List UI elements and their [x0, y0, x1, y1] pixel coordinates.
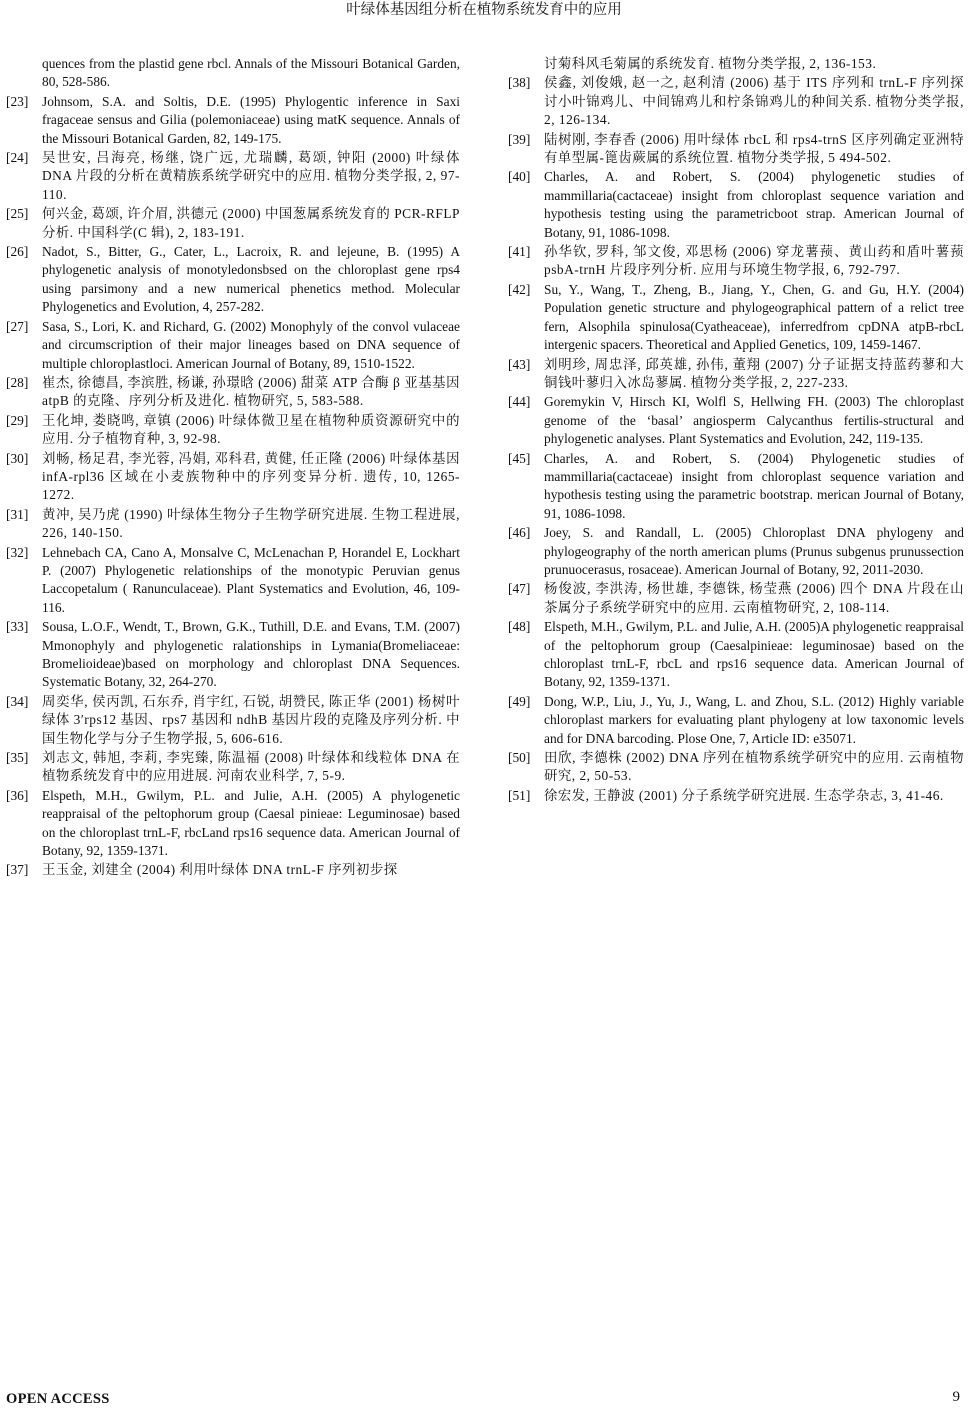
- reference-text: 周奕华, 侯丙凯, 石东乔, 肖宇红, 石锐, 胡赞民, 陈正华 (2001) 杨树叶绿体 3′rps12 基因、rps7 基因和 ndhB 基因片段的克隆及序列分析. 中国生物化学与分子生物学报, 5, 606-616.: [42, 693, 460, 746]
- reference-text: 吴世安, 吕海亮, 杨继, 饶广远, 尤瑞麟, 葛颂, 钟阳 (2000) 叶绿体 DNA 片段的分析在黄精族系统学研究中的应用. 植物分类学报, 2, 97-110.: [42, 150, 460, 202]
- reference-entry: [508, 356, 964, 393]
- reference-entry: [6, 374, 460, 411]
- reference-number: [39]: [508, 131, 531, 147]
- reference-entry: [6, 243, 460, 317]
- reference-text: Goremykin V, Hirsch KI, Wolfl S, Hellwing FH. (2003) The chloroplast genome of the ‘basal’ angiosperm Calycanthus fertilis-structural and phylogenetic analyses. Plant Systematics and Evolution, 242, 119-135.: [544, 394, 964, 447]
- reference-number: [28]: [6, 374, 29, 390]
- reference-number: [38]: [508, 75, 531, 91]
- reference-text: Lehnebach CA, Cano A, Monsalve C, McLenachan P, Horandel E, Lockhart P. (2007) Phylogenetic relationships of the monotypic Peruvian genus Laccopetalum ( Ranunculaceae). Plant Systematics and Evolution, 46, 109-116.: [42, 544, 460, 615]
- reference-entry: [508, 787, 964, 805]
- reference-entry: [508, 524, 964, 579]
- reference-number: [30]: [6, 450, 29, 466]
- reference-entry: [6, 618, 460, 692]
- reference-entry: [6, 149, 460, 204]
- reference-number: [48]: [508, 619, 531, 635]
- reference-entry: [6, 693, 460, 748]
- reference-text: 杨俊波, 李洪涛, 杨世雄, 李德铢, 杨莹燕 (2006) 四个 DNA 片段在山茶属分子系统学研究中的应用. 云南植物研究, 2, 108-114.: [544, 581, 964, 615]
- reference-number: [27]: [6, 318, 29, 334]
- reference-entry: [508, 131, 964, 168]
- reference-entry: [508, 243, 964, 280]
- reference-entry: [6, 787, 460, 861]
- reference-text: 陆树刚, 李春香 (2006) 用叶绿体 rbcL 和 rps4-trnS 区序列确定亚洲特有单型属-篦齿蕨属的系统位置. 植物分类学报, 5 494-502.: [544, 131, 964, 166]
- reference-text: Johnsom, S.A. and Soltis, D.E. (1995) Phylogentic inference in Saxi fragaceae sensus and Gilia (polemoniaceae) using matK sequence. Annals of the Missouri Botanical Garden, 82, 149-175.: [42, 93, 460, 146]
- reference-entry: [6, 318, 460, 373]
- reference-number: [25]: [6, 206, 29, 222]
- reference-column-right: [508, 55, 964, 806]
- reference-text: 田欣, 李德株 (2002) DNA 序列在植物系统学研究中的应用. 云南植物研究, 2, 50-53.: [544, 750, 964, 784]
- reference-entry: [508, 693, 964, 748]
- reference-entry: [6, 861, 460, 879]
- reference-text: 王化坤, 娄晓鸣, 章镇 (2006) 叶绿体微卫星在植物种质资源研究中的应用. 分子植物育种, 3, 92-98.: [42, 412, 460, 447]
- reference-entry: [508, 618, 964, 692]
- reference-entry: [508, 450, 964, 524]
- reference-number: [41]: [508, 244, 531, 260]
- reference-text: Dong, W.P., Liu, J., Yu, J., Wang, L. and Zhou, S.L. (2012) Highly variable chloroplast markers for evaluating plant phylogeny at low taxonomic levels and for DNA barcoding. Plose One, 7, Article ID: e35071.: [544, 693, 964, 746]
- reference-text: Elspeth, M.H., Gwilym, P.L. and Julie, A.H. (2005) A phylogenetic reappraisal of the peltophorum group (Caesal pinieae: Leguminosae) based on the chloroplast trnL-F, rbcLand rps16 sequence data. American Journal of Botany, 92, 1359-1371.: [42, 787, 460, 859]
- reference-number: [35]: [6, 750, 29, 766]
- reference-entry: [6, 412, 460, 449]
- reference-text: 黄冲, 吴乃虎 (1990) 叶绿体生物分子生物学研究进展. 生物工程进展, 226, 140-150.: [42, 506, 460, 541]
- page-number: 9: [952, 1389, 960, 1405]
- reference-entry: [6, 55, 460, 92]
- reference-text: quences from the plastid gene rbcl. Annals of the Missouri Botanical Garden, 80, 528-586.: [42, 56, 460, 90]
- reference-number: [31]: [6, 506, 29, 522]
- reference-text: 崔杰, 徐德昌, 李滨胜, 杨谦, 孙璟晗 (2006) 甜菜 ATP 合酶 β 亚基基因 atpB 的克隆、序列分析及进化. 植物研究, 5, 583-588.: [42, 374, 460, 409]
- reference-entry: [508, 281, 964, 355]
- reference-text: Sousa, L.O.F., Wendt, T., Brown, G.K., Tuthill, D.E. and Evans, T.M. (2007) Mmonophyly and phylogenetic ralationships in Lymania(Bromeliaceae: Bromelioideae)based on morphology and chloroplast DNA Sequences. Systematic Botany, 32, 264-270.: [42, 619, 460, 690]
- reference-text: 王玉金, 刘建全 (2004) 利用叶绿体 DNA trnL-F 序列初步探: [42, 862, 398, 878]
- reference-number: [32]: [6, 544, 29, 560]
- reference-number: [23]: [6, 93, 29, 109]
- reference-text: Su, Y., Wang, T., Zheng, B., Jiang, Y., Chen, G. and Gu, H.Y. (2004) Population genetic structure and phylogeographical pattern of a relict tree fern, Alsophila spinulosa(Cyatheaceae), inferredfrom cpDNA atpB-rbcL intergenic spacers. Theoretical and Applied Genetics, 109, 1459-1467.: [544, 281, 964, 353]
- reference-number: [51]: [508, 787, 531, 803]
- reference-text: 徐宏发, 王静波 (2001) 分子系统学研究进展. 生态学杂志, 3, 41-46.: [544, 787, 944, 803]
- reference-number: [24]: [6, 150, 29, 166]
- reference-entry: [6, 93, 460, 148]
- open-access-label: OPEN ACCESS: [6, 1391, 110, 1407]
- reference-text: 刘畅, 杨足君, 李光蓉, 冯娟, 邓科君, 黄健, 任正隆 (2006) 叶绿体基因 infA-rpl36 区域在小麦族物种中的序列变异分析. 遗传, 10, 1265-1272.: [42, 450, 460, 503]
- reference-number: [42]: [508, 281, 531, 297]
- reference-number: [46]: [508, 525, 531, 541]
- reference-text: 孙华钦, 罗科, 邹文俊, 邓思杨 (2006) 穿龙薯蓣、黄山药和盾叶薯蓣 psbA-trnH 片段序列分析. 应用与环境生物学报, 6, 792-797.: [544, 244, 964, 278]
- reference-number: [44]: [508, 394, 531, 410]
- reference-number: [26]: [6, 244, 29, 260]
- reference-text: 刘明珍, 周忠泽, 邱英雄, 孙伟, 董翔 (2007) 分子证据支持蓝药蓼和大铜钱叶蓼归入冰岛蓼属. 植物分类学报, 2, 227-233.: [544, 356, 964, 390]
- reference-number: [49]: [508, 693, 531, 709]
- reference-number: [47]: [508, 581, 531, 597]
- reference-entry: [6, 544, 460, 618]
- reference-text: Joey, S. and Randall, L. (2005) Chloroplast DNA phylogeny and phylogeography of the north american plums (Prunus subgenus prunussection prunuocerasus, rosaceae). American Journal of Botany, 92, 2011-2030.: [544, 525, 964, 577]
- reference-entry: [508, 55, 964, 73]
- reference-entry: [6, 205, 460, 242]
- reference-text: 讨菊科风毛菊属的系统发育. 植物分类学报, 2, 136-153.: [544, 56, 877, 71]
- reference-number: [43]: [508, 356, 531, 372]
- reference-entry: [508, 168, 964, 242]
- reference-number: [34]: [6, 693, 29, 709]
- reference-number: [36]: [6, 787, 29, 803]
- reference-text: Sasa, S., Lori, K. and Richard, G. (2002) Monophyly of the convol vulaceae and circumscription of their major lineages based on DNA sequence of multiple chloroplastloci. American Journal of Botany, 89, 1510-1522.: [42, 318, 460, 371]
- reference-number: [45]: [508, 450, 531, 466]
- page-header: 叶绿体基因组分析在植物系统发育中的应用: [346, 2, 622, 18]
- reference-entry: [6, 749, 460, 786]
- reference-entry: [508, 580, 964, 617]
- reference-entry: [6, 450, 460, 505]
- reference-text: Elspeth, M.H., Gwilym, P.L. and Julie, A.H. (2005)A phylogenetic reappraisal of the peltophorum group (Caesalpinieae: leguminosae) based on the chloroplast trnL-F, rbcL and rps16 sequence data. American Journal of Botany, 92, 1359-1371.: [544, 619, 964, 690]
- reference-entry: [508, 749, 964, 786]
- reference-entry: [508, 393, 964, 448]
- reference-entry: [508, 74, 964, 129]
- reference-number: [33]: [6, 619, 29, 635]
- reference-text: 刘志文, 韩旭, 李莉, 李宪臻, 陈温福 (2008) 叶绿体和线粒体 DNA 在植物系统发育中的应用进展. 河南农业科学, 7, 5-9.: [42, 750, 460, 784]
- reference-text: Charles, A. and Robert, S. (2004) phylogenetic studies of mammillaria(cactaceae) insight from chloroplast sequence variation and hypothesis testing using the parametricboot strap. American Journal of Botany, 91, 1086-1098.: [544, 169, 964, 240]
- reference-number: [37]: [6, 862, 29, 878]
- reference-text: Nadot, S., Bitter, G., Cater, L., Lacroix, R. and lejeune, B. (1995) A phylogenetic analysis of monotyledonsbsed on the chloroplast gene rps4 using parsimony and a new numerical phenetics method. Molecular Phylogenetics and Evolution, 4, 257-282.: [42, 244, 460, 315]
- reference-number: [50]: [508, 750, 531, 766]
- reference-entry: [6, 506, 460, 543]
- reference-text: Charles, A. and Robert, S. (2004) Phylogenetic studies of mammillaria(cactaceae) insight from chloroplast sequence variation and hypothesis testing using the parametric bootstrap. merican Journal of Botany, 91, 1086-1098.: [544, 450, 964, 521]
- reference-number: [29]: [6, 412, 29, 428]
- reference-text: 侯鑫, 刘俊娥, 赵一之, 赵利清 (2006) 基于 ITS 序列和 trnL-F 序列探讨小叶锦鸡儿、中间锦鸡儿和柠条锦鸡儿的种间关系. 植物分类学报, 2, 126-134.: [544, 75, 964, 128]
- reference-column-left: [6, 55, 460, 881]
- reference-text: 何兴金, 葛颂, 许介眉, 洪德元 (2000) 中国葱属系统发育的 PCR-RFLP 分析. 中国科学(C 辑), 2, 183-191.: [42, 206, 460, 240]
- reference-number: [40]: [508, 169, 531, 185]
